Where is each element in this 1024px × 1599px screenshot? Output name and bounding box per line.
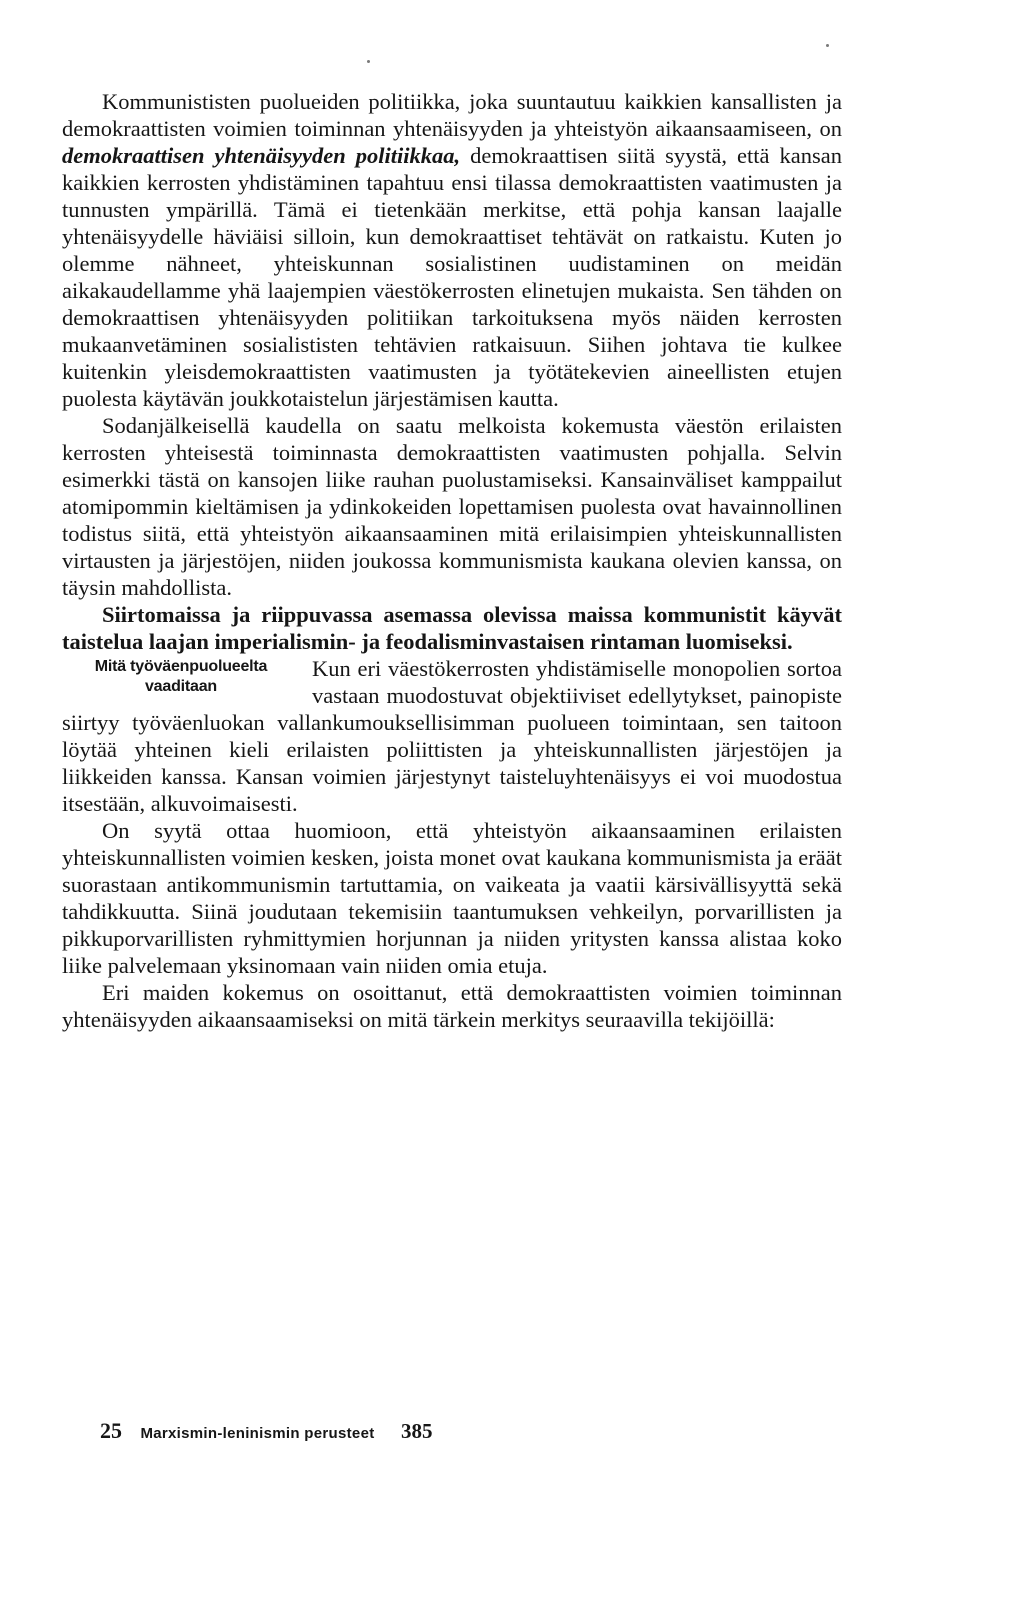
print-speck [367, 60, 370, 63]
paragraph-1-text-a: Kommunististen puolueiden politiikka, joka suuntautuu kaikkien kansallisten ja demokraattisten voimien toiminnan yhtenäisyyden ja yhteistyön aikaansaamiseen, on [62, 89, 842, 141]
paragraph-6: Eri maiden kokemus on osoittanut, että demokraattisten voimien toiminnan yhtenäisyyden aikaansaamiseksi on mitä tärkein merkitys seuraavilla tekijöillä: [62, 980, 842, 1032]
footer-book-title: Marxismin-leninismin perusteet [140, 1425, 375, 1442]
paragraph-2: Sodanjälkeisellä kaudella on saatu melkoista kokemusta väestön erilaisten kerrosten yhteisestä toiminnasta demokraattisten vaatimusten pohjalla. Selvin esimerkki tästä on kansojen liike rauhan puolustamiseksi. Kansainväliset kamppailut atomipommin kieltämisen ja ydinkokeiden lopettamisen puolesta ovat havainnollinen todistus siitä, että yhteistyön aikaansaaminen mitä erilaisimpien yhteiskunnallisten virtausten ja järjestöjen, niiden joukossa kommunismista kaukana olevien kanssa, on täysin mahdollista. [62, 413, 842, 600]
paragraph-5: On syytä ottaa huomioon, että yhteistyön aikaansaaminen erilaisten yhteiskunnallisten voimien kesken, joista monet ovat kaukana kommunismista ja eräät suorastaan antikommunismin tartuttamia, on vaikeata ja vaatii kärsivällisyyttä sekä tahdikkuutta. Siinä joudutaan tekemisiin taantumuksen vehkeilyn, porvarillisten ja pikkuporvarillisten ryhmittymien horjunnan ja niiden yritysten kanssa alistaa koko liike palvelemaan yksinomaan vain niiden omia etuja. [62, 818, 842, 978]
page-number: 385 [400, 1419, 433, 1443]
paragraph-1 [62, 88, 842, 412]
paragraph-4 [62, 655, 842, 817]
signature-mark: 25 [100, 1418, 122, 1443]
page-body [62, 88, 842, 1033]
paragraph-3: Siirtomaissa ja riippuvassa asemassa olevissa maissa kommunistit käyvät taistelua laajan imperialismin- ja feodalisminvastaisen rintaman luomiseksi. [62, 602, 842, 654]
margin-heading-line-1: Mitä työväenpuolueelta [94, 658, 268, 675]
margin-heading [62, 657, 300, 697]
page-footer [100, 1418, 480, 1444]
paragraph-1-text-b: demokraattisen siitä syystä, että kansan kaikkien kerrosten yhdistäminen tapahtuu ensi tilassa demokraattisten vaatimusten ja tunnusten ympärillä. Tämä ei tietenkään merkitse, että pohja kansan laajalle yhtenäisyydelle häviäisi silloin, kun demokraattiset tehtävät on ratkaistu. Kuten jo olemme nähneet, yhteiskunnan sosialistinen uudistaminen on meidän aikakaudellamme yhä laajempien väestökerrosten elinetujen mukaista. Sen tähden on demokraattisen yhtenäisyyden politiikan tarkoituksena myös näiden kerrosten mukaanvetäminen sosialististen tehtävien ratkaisuun. Siihen johtava tie kulkee kuitenkin yleisdemokraattisten vaatimusten ja työtätekevien aineellisten etujen puolesta käytävän joukkotaistelun järjestämisen kautta. [62, 143, 842, 411]
paragraph-4-text: Kun eri väestökerrosten yhdistämiselle monopolien sortoa vastaan muodostuvat objektiiviset edellytykset, painopiste siirtyy työväenluokan vallankumouksellisimman puolueen toimintaan, sen taitoon löytää yhteinen kieli erilaisten poliittisten ja yhteiskunnallisten järjestöjen ja liikkeiden kanssa. Kansan voimien järjestynyt taisteluyhtenäisyys ei voi muodostua itsestään, alkuvoimaisesti. [62, 656, 842, 816]
print-speck [826, 44, 829, 47]
margin-heading-line-2: vaaditaan [144, 678, 217, 695]
paragraph-1-emphasis: demokraattisen yhtenäisyyden politiikkaa, [62, 143, 461, 168]
